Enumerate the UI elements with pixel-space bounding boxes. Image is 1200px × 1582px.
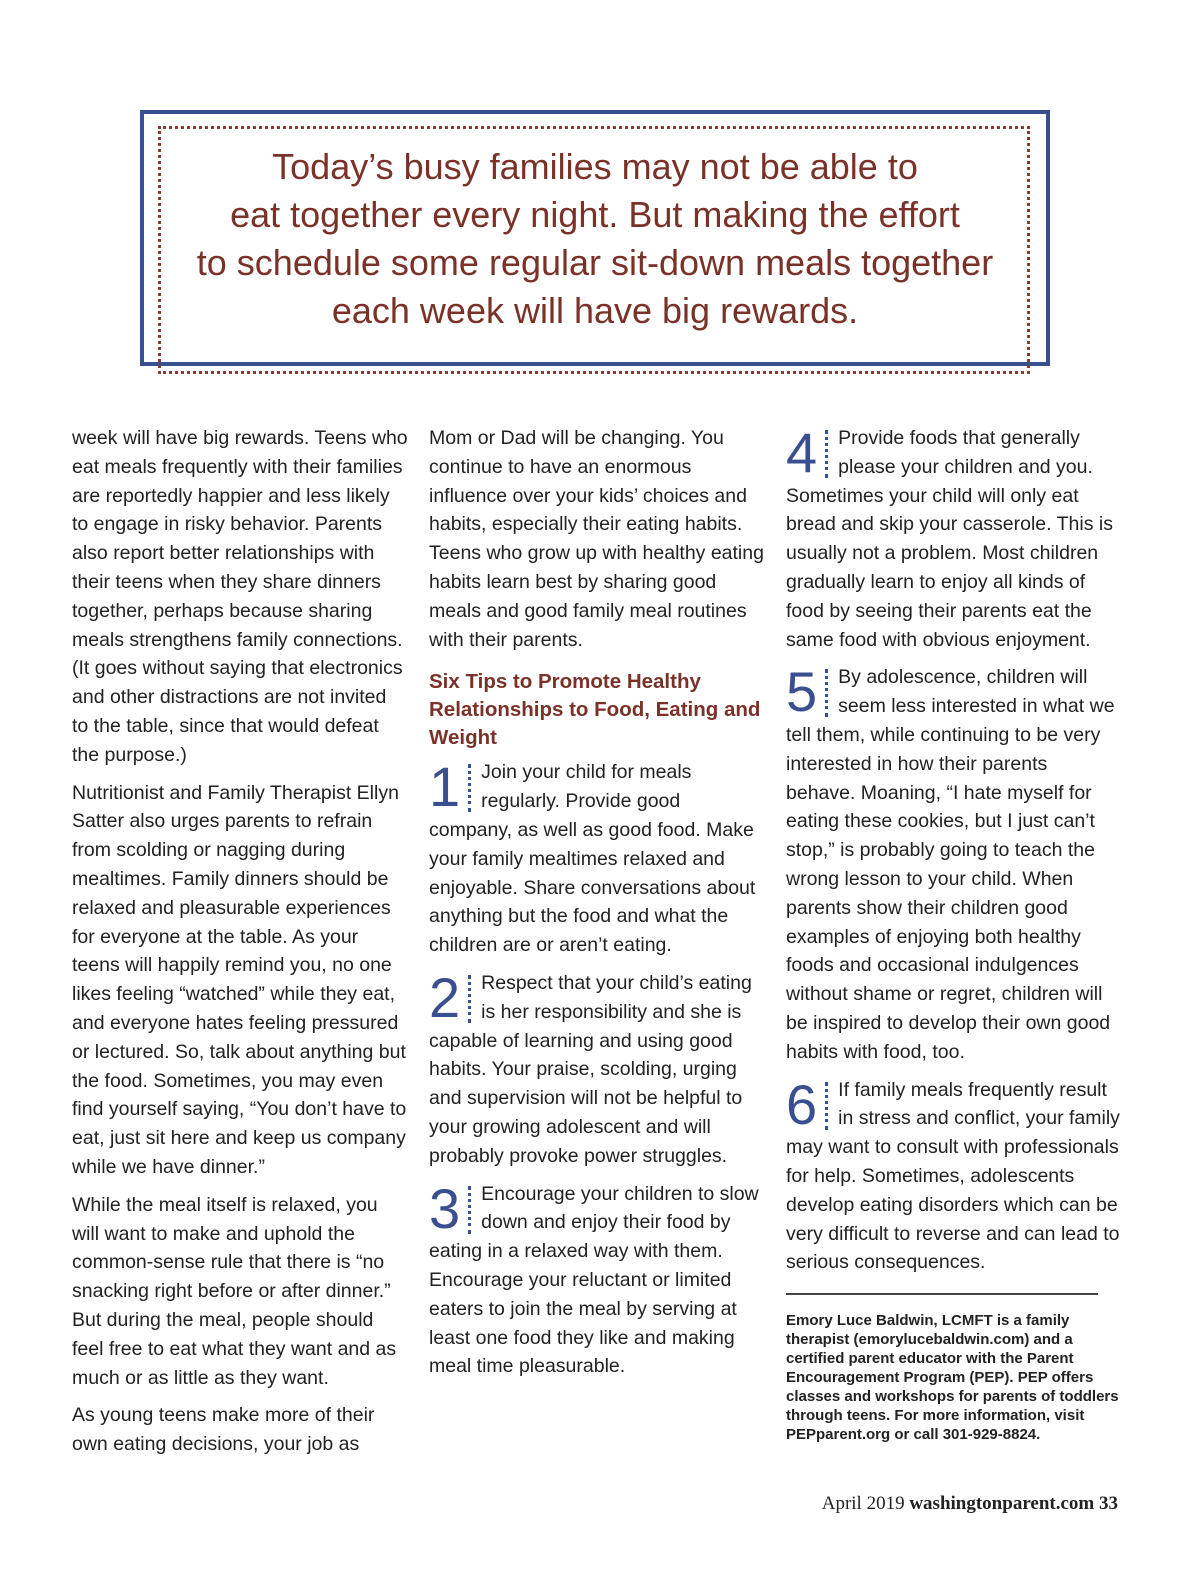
tip-5 — [786, 660, 1122, 1066]
tip-text: By adolescence, children will seem less interested in what we tell them, while continuing to be very interested in how their parents behave. Moaning, “I hate myself for eating these cookies, but I just can’t stop,” is probably going to teach the wrong lesson to your child. When parents show their children good examples of enjoying both healthy foods and occasional indulgences without shame or regret, children will be inspired to develop their own good habits with food, too. — [786, 666, 1115, 1063]
section-subhead: Six Tips to Promote Healthy Relationships to Food, Eating and Weight — [429, 670, 761, 750]
paragraph: Nutritionist and Family Therapist Ellyn Satter also urges parents to refrain from scolding or nagging during mealtimes. Family dinners should be relaxed and pleasurable experiences for everyone at the table. As your teens will happily remind you, no one likes feeling “watched” while they eat, and everyone hates feeling pressured or lectured. So, talk about anything but the food. Sometimes, you may even find yourself saying, “You don’t have to eat, just sit here and keep us company while we have dinner.” — [72, 781, 407, 1178]
website-link[interactable]: washingtonparent.com — [909, 1493, 1095, 1514]
tip-number: 3 — [429, 1176, 461, 1240]
tip-text: Provide foods that generally please your children and you. Sometimes your child will only eat bread and skip your casserole. This is usually not a problem. Most children gradually learn to enjoy all kinds of food by seeing their parents eat the same food with obvious enjoyment. — [786, 427, 1113, 651]
tip-number: 6 — [786, 1072, 818, 1136]
pull-quote-line: eat together every night. But making the effort — [230, 194, 960, 235]
author-bio: Emory Luce Baldwin, LCMFT is a family therapist (emorylucebaldwin.com) and a certified parent educator with the Parent Encouragement Program (PEP). PEP offers classes and workshops for parents of toddlers through teens. For more information, visit PEPparent.org or call 301-929-8824. — [786, 1312, 1119, 1444]
issue-date: April 2019 — [821, 1493, 905, 1514]
pull-quote — [170, 143, 1020, 335]
tip-3 — [429, 1176, 765, 1382]
tip-1 — [429, 755, 765, 960]
pull-quote-line: to schedule some regular sit-down meals together — [196, 242, 994, 283]
dotted-divider-icon — [825, 430, 828, 478]
tip-text: Join your child for meals regularly. Provide good company, as well as good food. Make your family mealtimes relaxed and enjoyable. Share conversations about anything but the food and what the children are or aren’t eating. — [429, 761, 756, 957]
article-column-2 — [429, 424, 765, 1390]
page-footer — [822, 1493, 1118, 1515]
tip-number: 2 — [429, 965, 461, 1029]
page-number: 33 — [1099, 1493, 1118, 1514]
dotted-divider-icon — [468, 764, 471, 812]
tip-2 — [429, 965, 765, 1171]
tip-number: 5 — [786, 660, 818, 724]
paragraph: week will have big rewards. Teens who eat meals frequently with their families are reportedly happier and less likely to engage in risky behavior. Parents also report better relationships with their teens when they share dinners together, perhaps because sharing meals strengthens family connections. (It goes without saying that electronics and other distractions are not invited to the table, since that would defeat the purpose.) — [72, 427, 408, 766]
tip-text: Encourage your children to slow down and enjoy their food by eating in a relaxed way with them. Encourage your reluctant or limited eaters to join the meal by serving at least one food they like and making meal time pleasurable. — [429, 1182, 759, 1378]
pull-quote-line: Today’s busy families may not be able to — [272, 146, 918, 187]
dotted-divider-icon — [468, 975, 471, 1023]
tip-6 — [786, 1072, 1122, 1278]
paragraph: While the meal itself is relaxed, you will want to make and uphold the common-sense rule that there is “no snacking right before or after dinner.” But during the meal, people should feel free to eat what they want and as much or as little as they want. — [72, 1193, 397, 1389]
article-column-1 — [72, 424, 408, 1468]
tip-4 — [786, 421, 1122, 654]
article-column-3 — [786, 421, 1122, 1444]
dotted-divider-icon — [825, 1082, 828, 1130]
tip-number: 4 — [786, 421, 818, 484]
bio-divider — [786, 1293, 1098, 1295]
dotted-divider-icon — [468, 1186, 471, 1234]
paragraph: Mom or Dad will be changing. You continue to have an enormous influence over your kids’ choices and habits, especially their eating habits. Teens who grow up with healthy eating habits learn best by sharing good meals and good family meal routines with their parents. — [429, 427, 764, 651]
paragraph: As young teens make more of their own eating decisions, your job as — [72, 1404, 375, 1456]
tip-text: If family meals frequently result in stress and conflict, your family may want to consult with professionals for help. Sometimes, adolescents develop eating disorders which can be very difficult to reverse and can lead to serious consequences. — [786, 1078, 1120, 1274]
tip-text: Respect that your child’s eating is her responsibility and she is capable of learning and using good habits. Your praise, scolding, urging and supervision will not be helpful to your growing adolescent and will probably provoke power struggles. — [429, 971, 752, 1167]
dotted-divider-icon — [825, 669, 828, 717]
tip-number: 1 — [429, 755, 461, 819]
pull-quote-line: each week will have big rewards. — [331, 290, 859, 331]
